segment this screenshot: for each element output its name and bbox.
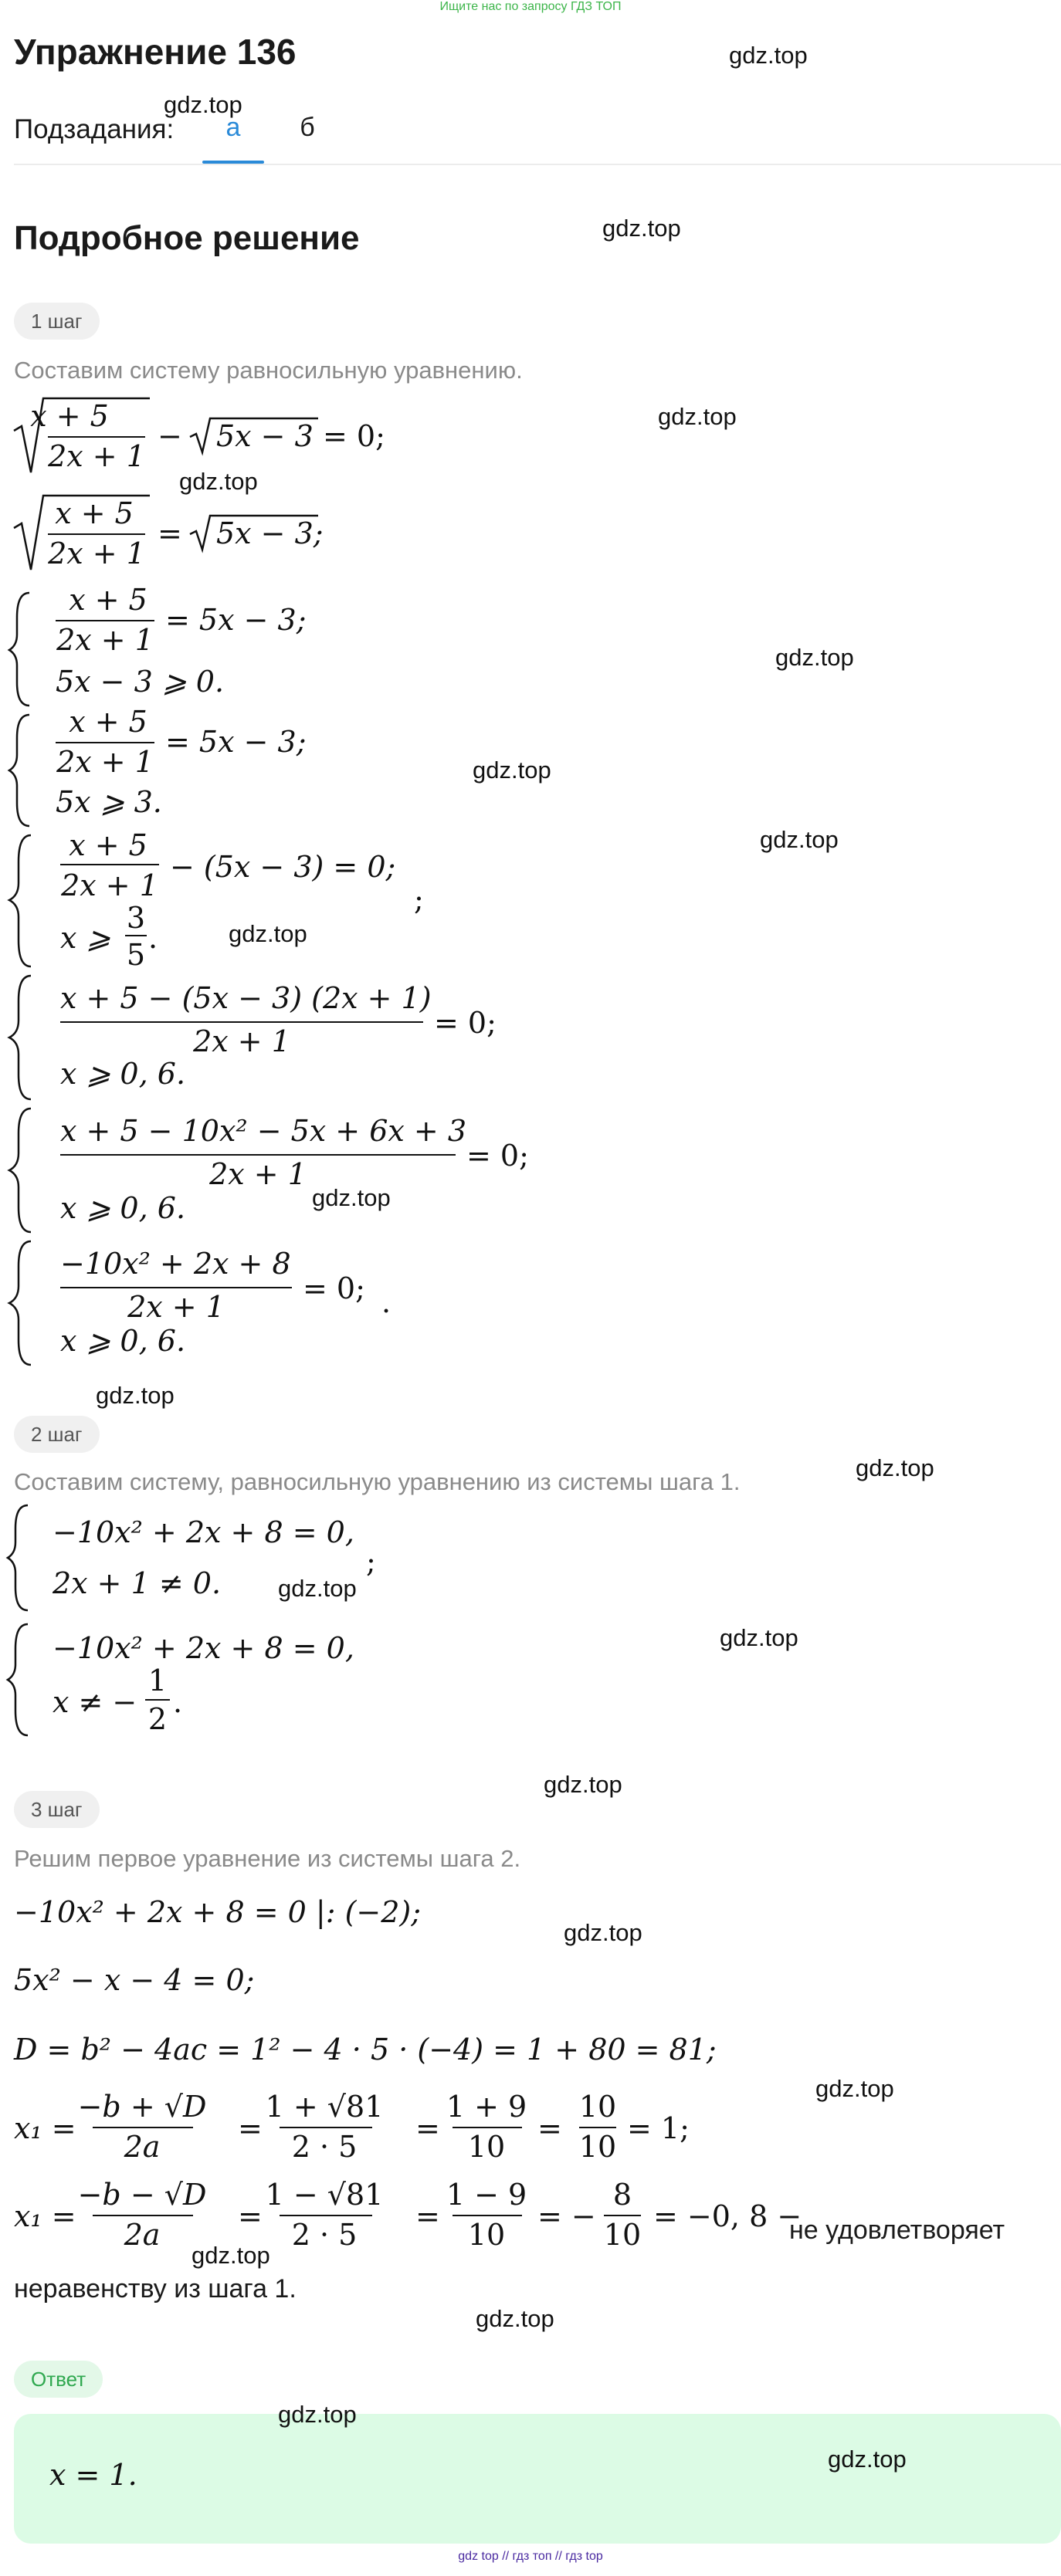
svg-text:−10x² + 2x + 8 = 0,: −10x² + 2x + 8 = 0, — [53, 1631, 354, 1665]
svg-text:2x + 1 ≠ 0.: 2x + 1 ≠ 0. — [53, 1566, 222, 1600]
svg-text:−10x² + 2x + 8: −10x² + 2x + 8 — [60, 1247, 291, 1281]
svg-text:x + 5: x + 5 — [69, 828, 147, 862]
math-system — [9, 1241, 391, 1365]
svg-text:10: 10 — [467, 2130, 506, 2164]
svg-text:10: 10 — [603, 2218, 642, 2252]
svg-text:8: 8 — [612, 2178, 632, 2212]
answer-value: x = 1. — [49, 2458, 137, 2492]
math-system — [9, 1109, 529, 1232]
math-line — [14, 2090, 690, 2164]
math-system — [9, 976, 497, 1099]
math-system — [9, 583, 307, 706]
svg-text:.: . — [173, 1685, 183, 1719]
svg-text:=: = — [238, 2111, 263, 2145]
math-line: 5x² − x − 4 = 0; — [14, 1963, 255, 1997]
svg-text:− (5x − 3) = 0;: − (5x − 3) = 0; — [170, 850, 396, 884]
svg-text:5x − 3;: 5x − 3; — [216, 516, 324, 550]
svg-text:2 · 5: 2 · 5 — [291, 2218, 358, 2252]
svg-text:3: 3 — [126, 901, 146, 935]
svg-text:=: = — [158, 516, 182, 550]
math-line — [14, 496, 324, 570]
step2-math — [0, 1498, 1061, 1760]
svg-text:2a: 2a — [124, 2130, 161, 2164]
svg-text:2x + 1: 2x + 1 — [209, 1157, 307, 1191]
svg-text:5x − 3 ⩾ 0.: 5x − 3 ⩾ 0. — [56, 665, 225, 699]
watermark: gdz.top — [476, 2305, 554, 2332]
svg-text:= 0;: = 0; — [466, 1139, 529, 1173]
watermark: gdz.top — [312, 1184, 391, 1211]
svg-text:1 − 9: 1 − 9 — [446, 2178, 527, 2212]
tab-subtask-b[interactable]: б — [300, 113, 315, 142]
svg-text:2x + 1: 2x + 1 — [127, 1290, 225, 1324]
svg-text:2: 2 — [147, 1702, 168, 1736]
step-badge: 2 шаг — [14, 1416, 100, 1453]
footer-links[interactable]: gdz top // гдз топ // гдз top — [458, 2550, 603, 2563]
page-title: Упражнение 136 — [14, 32, 297, 72]
step-badge: 1 шаг — [14, 303, 100, 340]
svg-text:−b − √D: −b − √D — [77, 2178, 207, 2212]
watermark: gdz.top — [473, 757, 551, 784]
svg-text:= 5x − 3;: = 5x − 3; — [165, 725, 307, 759]
section-title: Подробное решение — [14, 219, 360, 257]
svg-text:x + 5: x + 5 — [69, 705, 147, 739]
svg-text:2x + 1: 2x + 1 — [48, 439, 145, 473]
math-line: −10x² + 2x + 8 = 0 |: (−2); — [14, 1895, 422, 1929]
step-description: Составим систему, равносильную уравнению из системы шага 1. — [14, 1468, 741, 1495]
svg-text:2x + 1: 2x + 1 — [48, 537, 145, 570]
svg-text:x + 5 − (5x − 3) (2x + 1): x + 5 − (5x − 3) (2x + 1) — [60, 981, 432, 1015]
svg-text:10: 10 — [467, 2218, 506, 2252]
answer-badge: Ответ — [14, 2361, 103, 2398]
svg-text:2a: 2a — [124, 2218, 161, 2252]
watermark: gdz.top — [828, 2446, 907, 2473]
math-line — [14, 2178, 802, 2252]
svg-text:5x ⩾ 3.: 5x ⩾ 3. — [56, 785, 162, 819]
svg-text:2x + 1: 2x + 1 — [56, 745, 154, 779]
step-badge: 3 шаг — [14, 1791, 100, 1828]
watermark: gdz.top — [229, 920, 307, 947]
watermark: gdz.top — [544, 1771, 622, 1798]
svg-text:;: ; — [414, 882, 424, 916]
step3-note: не удовлетворяет — [789, 2215, 1005, 2245]
watermark: gdz.top — [658, 403, 737, 430]
step3-note-continued: неравенству из шага 1. — [14, 2274, 297, 2304]
step1-math — [0, 386, 1061, 1382]
step-description: Составим систему равносильную уравнению. — [14, 357, 523, 384]
svg-text:5: 5 — [126, 938, 146, 972]
svg-text:= −0, 8 −: = −0, 8 − — [653, 2199, 802, 2233]
svg-text:x ≠ −: x ≠ − — [53, 1685, 137, 1719]
watermark: gdz.top — [775, 644, 854, 671]
watermark: gdz.top — [179, 468, 258, 495]
svg-text:=: = — [238, 2199, 263, 2233]
svg-text:x ⩾ 0, 6.: x ⩾ 0, 6. — [60, 1057, 186, 1091]
svg-text:2 · 5: 2 · 5 — [291, 2130, 358, 2164]
svg-text:x₁ =: x₁ = — [14, 2111, 76, 2145]
svg-text:−10x² + 2x + 8 = 0,: −10x² + 2x + 8 = 0, — [53, 1515, 354, 1549]
svg-text:1 + 9: 1 + 9 — [446, 2090, 527, 2124]
watermark: gdz.top — [856, 1454, 934, 1481]
tab-subtask-a[interactable]: а — [225, 113, 241, 142]
svg-text:x ⩾ 0, 6.: x ⩾ 0, 6. — [60, 1191, 186, 1225]
svg-text:= 0;: = 0; — [303, 1271, 365, 1305]
svg-text:1: 1 — [147, 1664, 168, 1698]
math-system — [9, 705, 307, 826]
svg-text:= 1;: = 1; — [627, 2111, 690, 2145]
watermark: gdz.top — [278, 2401, 357, 2428]
svg-text:1 − √81: 1 − √81 — [265, 2178, 384, 2212]
svg-text:2x + 1: 2x + 1 — [193, 1024, 290, 1058]
svg-text:=: = — [537, 2111, 562, 2145]
tabs-divider — [14, 164, 1061, 165]
svg-text:=: = — [415, 2111, 440, 2145]
svg-text:x ⩾ 0, 6.: x ⩾ 0, 6. — [60, 1324, 186, 1358]
math-line — [14, 398, 385, 473]
svg-text:5x − 3: 5x − 3 — [216, 419, 314, 453]
step-description: Решим первое уравнение из системы шага 2. — [14, 1845, 521, 1872]
watermark: gdz.top — [760, 826, 839, 853]
svg-text:= −: = − — [537, 2199, 596, 2233]
watermark: gdz.top — [278, 1575, 357, 1602]
svg-text:;: ; — [366, 1545, 376, 1579]
watermark: gdz.top — [602, 215, 681, 242]
svg-text:x + 5: x + 5 — [30, 399, 109, 433]
svg-text:x + 5 − 10x² − 5x + 6x + 3: x + 5 − 10x² − 5x + 6x + 3 — [60, 1114, 467, 1148]
watermark: gdz.top — [164, 91, 242, 118]
svg-text:= 0;: = 0; — [434, 1006, 497, 1040]
svg-text:−: − — [158, 419, 182, 453]
subtasks-label: Подзадания: — [14, 114, 175, 144]
svg-text:1 + √81: 1 + √81 — [265, 2090, 384, 2124]
svg-text:= 5x − 3;: = 5x − 3; — [165, 603, 307, 637]
answer-box — [14, 2414, 1061, 2544]
top-banner[interactable]: Ищите нас по запросу ГДЗ ТОП — [439, 0, 622, 13]
svg-text:.: . — [148, 921, 158, 955]
watermark: gdz.top — [729, 42, 808, 69]
math-system — [8, 1624, 354, 1736]
svg-text:=: = — [415, 2199, 440, 2233]
svg-text:.: . — [381, 1285, 392, 1319]
svg-text:x₁ =: x₁ = — [14, 2199, 76, 2233]
math-system — [9, 828, 424, 972]
svg-text:x + 5: x + 5 — [69, 583, 147, 617]
watermark: gdz.top — [564, 1919, 642, 1946]
svg-text:x + 5: x + 5 — [55, 496, 134, 530]
watermark: gdz.top — [720, 1624, 798, 1651]
math-line: D = b² − 4ac = 1² − 4 · 5 · (−4) = 1 + 80 = 81; — [14, 2033, 717, 2067]
svg-text:10: 10 — [578, 2130, 617, 2164]
watermark: gdz.top — [815, 2075, 894, 2102]
svg-text:10: 10 — [578, 2090, 617, 2124]
svg-text:−b + √D: −b + √D — [77, 2090, 207, 2124]
svg-text:2x + 1: 2x + 1 — [61, 868, 158, 902]
svg-text:= 0;: = 0; — [323, 419, 385, 453]
svg-text:2x + 1: 2x + 1 — [56, 623, 154, 657]
svg-text:x ⩾: x ⩾ — [60, 921, 111, 955]
watermark: gdz.top — [192, 2242, 270, 2269]
watermark: gdz.top — [96, 1382, 175, 1409]
